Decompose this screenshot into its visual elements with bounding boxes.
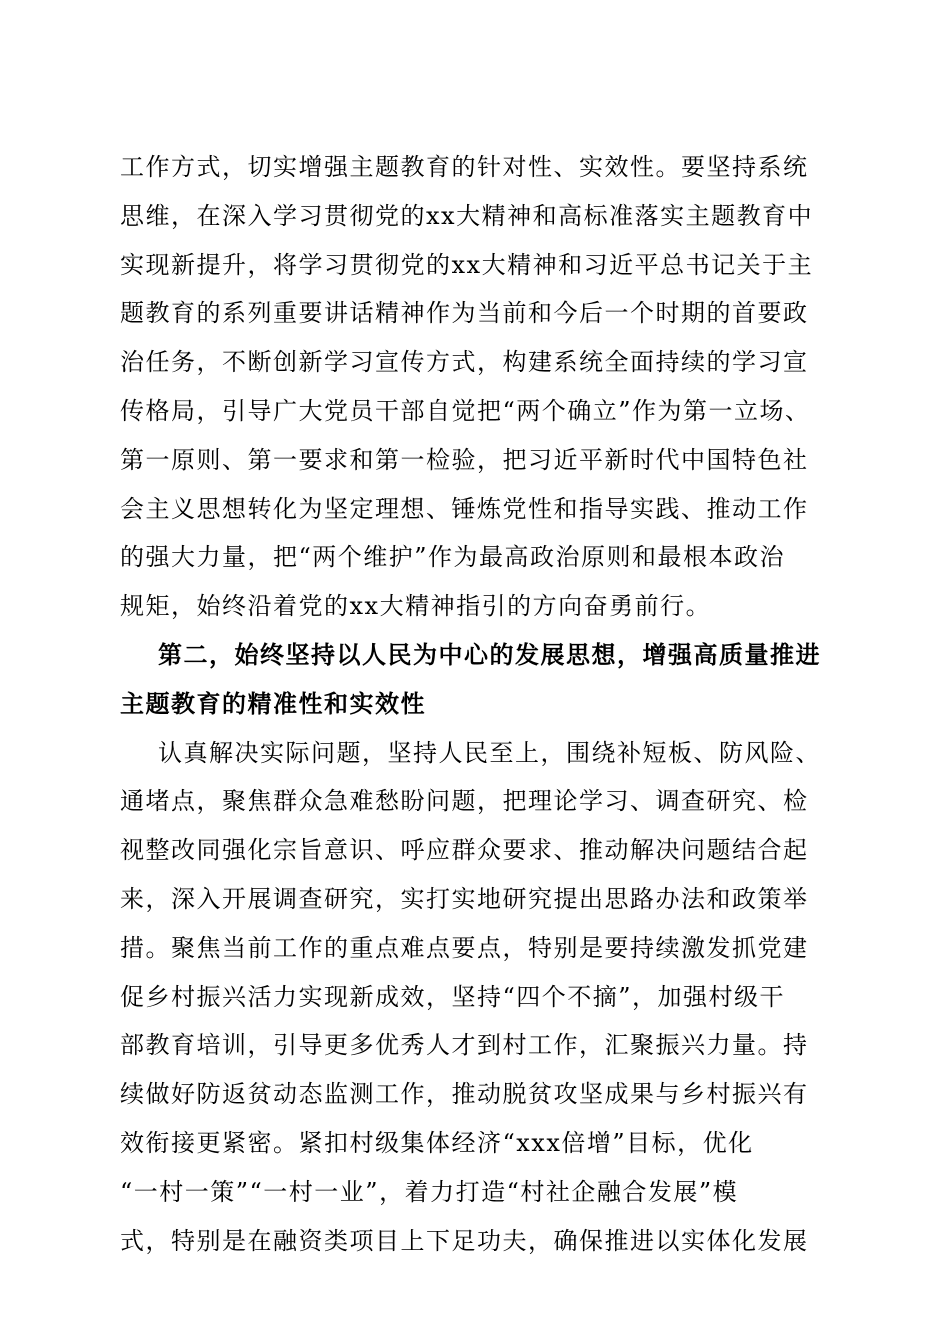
text-line: 措。聚焦当前工作的重点难点要点，特别是要持续激发抓党建 bbox=[120, 933, 809, 962]
paragraph-3 bbox=[120, 729, 840, 1266]
document-body bbox=[120, 143, 840, 1265]
text-line: 规矩，始终沿着党的xx大精神指引的方向奋勇前行。 bbox=[120, 592, 712, 621]
paragraph-1 bbox=[120, 143, 840, 631]
text-line: 治任务，不断创新学习宣传方式，构建系统全面持续的学习宣 bbox=[120, 348, 809, 377]
text-line: 的强大力量，把“两个维护”作为最高政治原则和最根本政治 bbox=[120, 543, 786, 572]
text-line: 续做好防返贫动态监测工作，推动脱贫攻坚成果与乡村振兴有 bbox=[120, 1080, 809, 1109]
text-line: 题教育的系列重要讲话精神作为当前和今后一个时期的首要政 bbox=[120, 299, 809, 328]
text-line: 视整改同强化宗旨意识、呼应群众要求、推动解决问题结合起 bbox=[120, 836, 809, 865]
text-line: 来，深入开展调查研究，实打实地研究提出思路办法和政策举 bbox=[120, 884, 809, 913]
section-heading-2 bbox=[120, 631, 840, 729]
heading-line: 主题教育的精准性和实效性 bbox=[120, 688, 426, 718]
text-line: 式，特别是在融资类项目上下足功夫，确保推进以实体化发展 bbox=[120, 1226, 809, 1255]
text-line: 第一原则、第一要求和第一检验，把习近平新时代中国特色社 bbox=[120, 445, 809, 474]
text-line: 通堵点，聚焦群众急难愁盼问题，把理论学习、调查研究、检 bbox=[120, 787, 809, 816]
text-line: 实现新提升，将学习贯彻党的xx大精神和习近平总书记关于主 bbox=[120, 250, 814, 279]
text-line: 思维，在深入学习贯彻党的xx大精神和高标准落实主题教育中 bbox=[120, 201, 814, 230]
heading-line: 第二，始终坚持以人民为中心的发展思想，增强高质量推进 bbox=[158, 639, 821, 669]
text-line: 传格局，引导广大党员干部自觉把“两个确立”作为第一立场、 bbox=[120, 396, 811, 425]
text-line: 认真解决实际问题，坚持人民至上，围绕补短板、防风险、 bbox=[158, 738, 821, 767]
text-line: 促乡村振兴活力实现新成效，坚持“四个不摘”，加强村级干 bbox=[120, 982, 786, 1011]
text-line: “一村一策”“一村一业”，着力打造“村社企融合发展”模 bbox=[120, 1177, 739, 1206]
text-line: 效衔接更紧密。紧扣村级集体经济“xxx倍增”目标，优化 bbox=[120, 1128, 754, 1157]
text-line: 工作方式，切实增强主题教育的针对性、实效性。要坚持系统 bbox=[120, 153, 809, 181]
text-line: 会主义思想转化为坚定理想、锤炼党性和指导实践、推动工作 bbox=[120, 494, 809, 523]
text-line: 部教育培训，引导更多优秀人才到村工作，汇聚振兴力量。持 bbox=[120, 1031, 809, 1060]
